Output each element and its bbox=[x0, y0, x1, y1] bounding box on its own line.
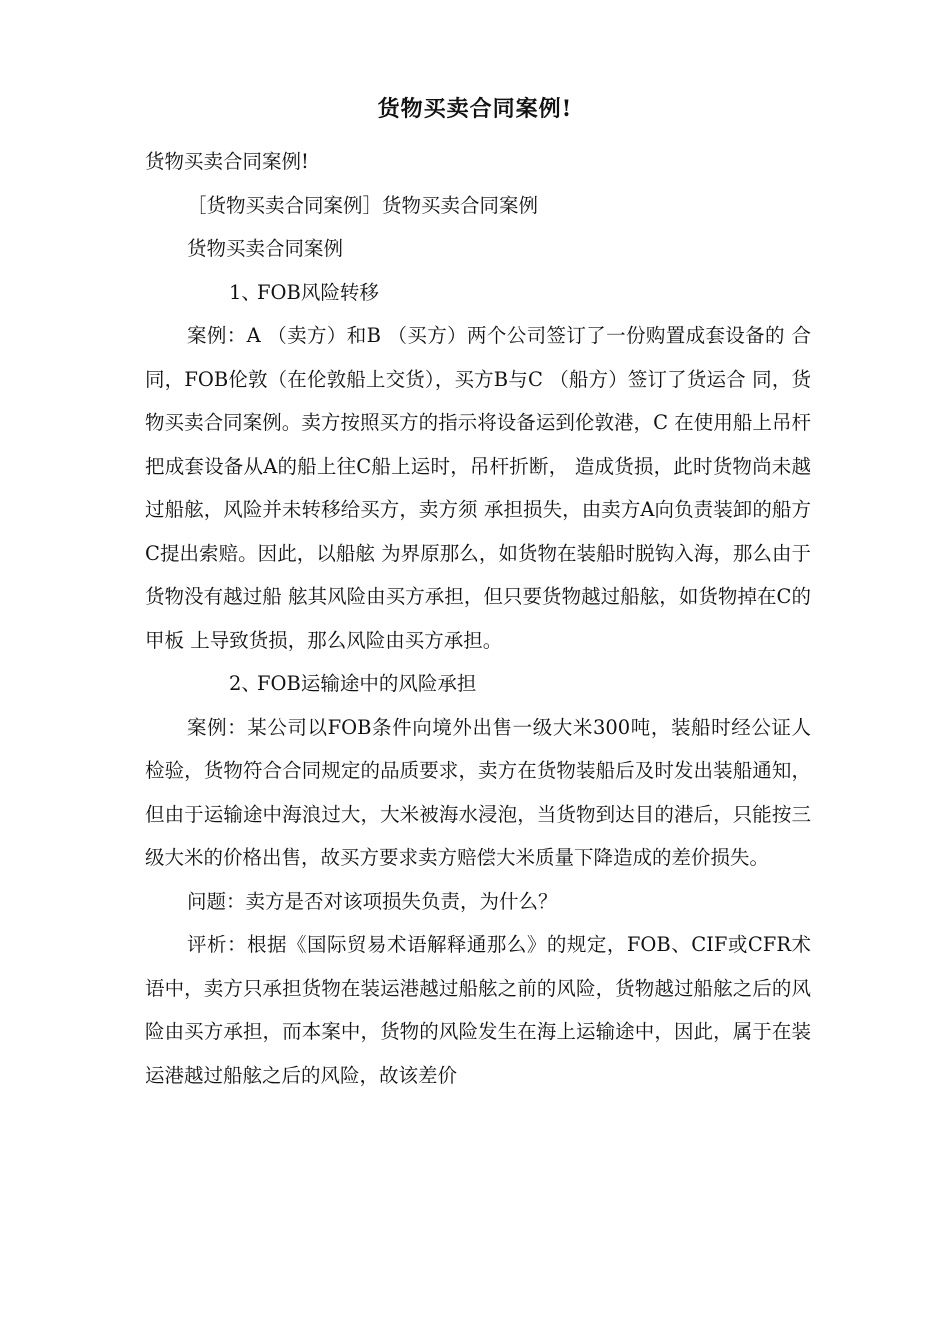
paragraph-intro: 货物买卖合同案例! bbox=[145, 150, 309, 173]
section-heading-2 bbox=[145, 662, 811, 706]
section1-case: 案例：A （卖方）和B （买方）两个公司签订了一份购置成套设备的 合同，FOB伦敦（在伦敦船上交货），买方B与C （船方）签订了货运合 同，货物买卖合同案例。卖方按照买方的指示将设备运到伦敦港，C 在使用船上吊杆把成套设备从A的船上往C船上运时，吊杆折断， 造成货损，此时货物尚未越过船舷，风险并未转移给买方，卖方须 承担损失，由卖方A向负责装卸的船方C提出索赔。因此，以船舷 为界原那么，如货物在装船时脱钩入海，那么由于货物没有越过船 舷其风险由买方承担，但只要货物越过船舷，如货物掉在C的甲板 上导致货损，那么风险由买方承担。 bbox=[145, 324, 811, 652]
paragraph-subtitle: 货物买卖合同案例 bbox=[187, 237, 344, 260]
section-number-1: 1、 bbox=[229, 280, 261, 304]
section2-question: 问题：卖方是否对该项损失负责，为什么？ bbox=[187, 889, 558, 913]
section2-case: 案例：某公司以FOB条件向境外出售一级大米300吨，装船时经公证人检验，货物符合合同规定的品质要求，卖方在货物装船后及时发出装船通知，但由于运输途中海浪过大，大米被海水浸泡，当货物到达目的港后，只能按三级大米的价格出售，故买方要求卖方赔偿大米质量下降造成的差价损失。 bbox=[145, 715, 811, 869]
section-heading-1 bbox=[145, 271, 811, 315]
section-number-2: 2、 bbox=[229, 672, 261, 695]
section-heading-text-1: FOB风险转移 bbox=[257, 280, 379, 304]
document-title: 货物买卖合同案例! bbox=[377, 96, 573, 122]
paragraph-bracket-title: ［货物买卖合同案例］货物买卖合同案例 bbox=[187, 193, 539, 217]
document-body bbox=[145, 140, 811, 1097]
section-heading-text-2: FOB运输途中的风险承担 bbox=[257, 672, 477, 695]
section2-analysis: 评析：根据《国际贸易术语解释通那么》的规定，FOB、CIF或CFR术语中，卖方只承担货物在装运港越过船舷之前的风险，货物越过船舷之后的风险由买方承担，而本案中，货物的风险发生在海上运输途中，因此，属于在装运港越过船舷之后的风险，故该差价 bbox=[145, 933, 811, 1087]
